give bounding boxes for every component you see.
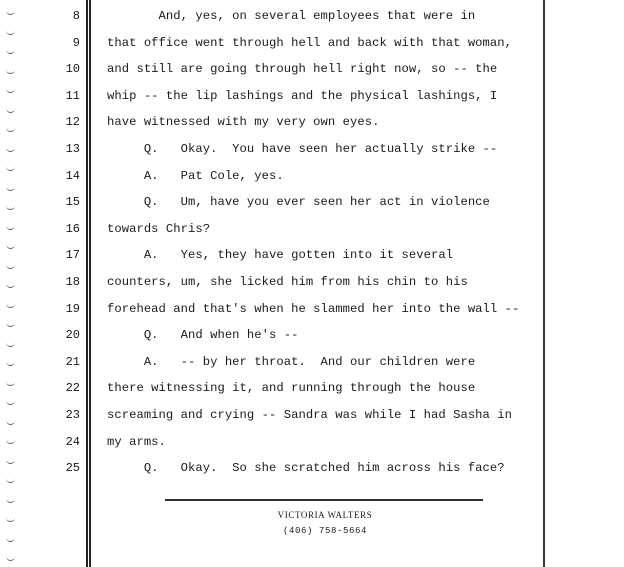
line-number: 19 <box>65 301 80 316</box>
binding-tick <box>6 381 15 386</box>
line-number: 16 <box>65 221 80 236</box>
binding-tick <box>6 88 15 93</box>
line-number: 18 <box>65 275 80 289</box>
line-number: 12 <box>65 115 80 130</box>
margin-rule-left-inner <box>89 0 91 567</box>
binding-tick <box>6 244 15 249</box>
line-number: 23 <box>65 408 80 422</box>
line-text: there witnessing it, and running through the house <box>107 381 476 396</box>
line-text: towards Chris? <box>107 221 211 236</box>
margin-rule-right <box>543 0 545 567</box>
line-text: Q. Um, have you ever seen her act in violence <box>107 195 490 210</box>
line-number: 15 <box>65 195 80 210</box>
binding-tick <box>6 556 15 561</box>
line-number: 10 <box>65 62 80 77</box>
binding-tick <box>6 459 15 464</box>
line-number: 25 <box>65 461 80 476</box>
binding-tick <box>6 127 15 132</box>
binding-tick <box>6 342 15 347</box>
footer-rule <box>165 499 483 501</box>
binding-tick <box>6 400 15 405</box>
reporter-phone: (406) 758-5664 <box>282 526 367 536</box>
line-number: 9 <box>72 35 80 50</box>
binding-tick <box>6 439 15 444</box>
line-text: Q. Okay. So she scratched him across his face? <box>107 461 505 476</box>
line-number: 11 <box>65 88 80 103</box>
line-text: And, yes, on several employees that were in <box>107 9 476 23</box>
binding-tick <box>6 322 15 327</box>
binding-tick <box>6 264 15 269</box>
line-text: forehead and that's when he slammed her into the wall -- <box>107 301 520 316</box>
line-number: 13 <box>65 142 80 156</box>
binding-tick <box>6 537 15 542</box>
binding-tick <box>6 225 15 230</box>
line-number: 20 <box>65 328 80 343</box>
binding-tick <box>6 108 15 113</box>
line-text: have witnessed with my very own eyes. <box>107 115 380 130</box>
line-text: A. Yes, they have gotten into it several <box>107 248 454 263</box>
line-text: whip -- the lip lashings and the physical lashings, I <box>107 88 498 103</box>
binding-tick <box>6 69 15 74</box>
binding-tick <box>6 166 15 171</box>
line-number: 22 <box>65 381 80 396</box>
line-number: 24 <box>65 434 80 449</box>
binding-tick <box>6 49 15 54</box>
line-number: 17 <box>65 248 80 263</box>
line-text: that office went through hell and back with that woman, <box>107 35 513 50</box>
binding-tick <box>6 498 15 503</box>
binding-tick <box>6 283 15 288</box>
binding-tick <box>6 478 15 483</box>
reporter-name: VICTORIA WALTERS <box>277 510 373 520</box>
line-text: counters, um, she licked him from his chin to his <box>107 275 468 289</box>
line-number: 21 <box>65 354 80 369</box>
line-text: screaming and crying -- Sandra was while I had Sasha in <box>107 408 513 422</box>
line-text: Q. Okay. You have seen her actually strike -- <box>107 142 498 156</box>
binding-tick <box>6 420 15 425</box>
line-text: A. Pat Cole, yes. <box>107 168 284 183</box>
line-text: my arms. <box>107 434 166 449</box>
binding-tick <box>6 186 15 191</box>
binding-tick <box>6 361 15 366</box>
line-text: Q. And when he's -- <box>107 328 299 343</box>
line-text: and still are going through hell right now, so -- the <box>107 62 498 77</box>
binding-tick <box>6 205 15 210</box>
binding-tick <box>6 303 15 308</box>
binding-tick <box>6 10 15 15</box>
binding-tick <box>6 30 15 35</box>
line-number: 8 <box>72 9 80 23</box>
margin-rule-left-outer <box>86 0 88 567</box>
binding-tick <box>6 147 15 152</box>
line-number: 14 <box>65 168 80 183</box>
binding-tick <box>6 517 15 522</box>
binding-margin <box>6 0 20 567</box>
line-text: A. -- by her throat. And our children were <box>107 354 476 369</box>
